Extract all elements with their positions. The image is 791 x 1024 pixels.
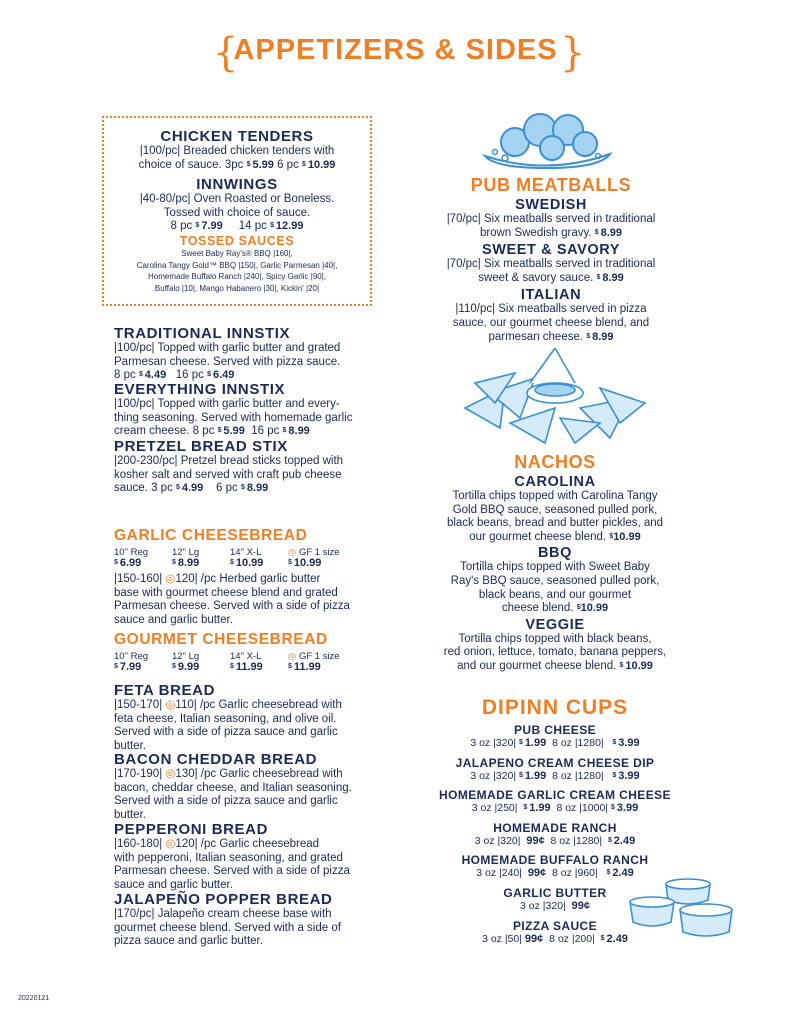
size-col: 10" Reg $ 7.99 (114, 651, 149, 673)
pub-meatballs-section (400, 175, 702, 344)
item-desc: black beans, and our gourmet (478, 588, 632, 601)
item-desc: butter. (114, 808, 146, 821)
size-col: 12" Lg $ 9.99 (172, 651, 200, 673)
gluten-free-icon: ◎ (165, 768, 176, 780)
item-name: HOMEMADE BUFFALO RANCH (461, 853, 649, 868)
item-name: GARLIC BUTTER (503, 885, 607, 900)
pepperoni-bread (114, 821, 376, 892)
item-name: SWEDISH (515, 197, 587, 213)
item-desc: Parmesan cheese. Served with a side of pizza (114, 600, 350, 613)
item-desc: |70/pc| Six meatballs served in traditional (446, 213, 656, 225)
feta-bread (114, 682, 376, 753)
item-desc: black beans, bread and butter pickles, and (446, 517, 664, 530)
dip-cups-illustration (628, 876, 738, 942)
item-desc: kosher salt and served with craft pub cheese (114, 468, 342, 481)
item-sizes: 3 oz |320| $ 1.99 8 oz |1280| $ 3.99 (470, 769, 640, 782)
item-name: PRETZEL BREAD STIX (114, 438, 288, 455)
item-desc: |70/pc| Six meatballs served in traditional (446, 258, 656, 271)
chicken-tenders-section (102, 128, 372, 172)
section-heading: TOSSED SAUCES (179, 234, 295, 248)
gluten-free-icon: ◎ (165, 573, 176, 585)
item-desc: |160-180| ◎120| /pc Garlic cheesebread (114, 838, 320, 850)
meatballs-illustration (480, 108, 615, 170)
item-price: 8 pc $ 7.99 14 pc $ 12.99 (170, 220, 304, 233)
item-desc: Tortilla chips topped with Carolina Tangy (452, 490, 658, 502)
dip-item (400, 788, 710, 816)
size-col: 10" Reg $ 6.99 (114, 547, 149, 569)
item-sizes: 3 oz |320| $ 1.99 8 oz |1280| $ 3.99 (470, 737, 640, 749)
size-col: ◎ GF 1 size $ 11.99 (288, 651, 340, 673)
item-desc: Tortilla chips topped with black beans, (458, 632, 652, 645)
jalapeno-popper-bread (114, 891, 376, 949)
size-col: 14" X-L $ 11.99 (230, 651, 263, 673)
item-desc: sauce and garlic butter. (114, 878, 233, 891)
item-name: SWEET & SAVORY (481, 242, 621, 259)
sauce-line: Buffalo |10|, Mango Habanero |30|, Kickin' |20| (154, 283, 320, 293)
item-desc: |100/pc| Breaded chicken tenders with (139, 145, 335, 157)
gluten-free-icon: ◎ (288, 547, 299, 558)
item-desc: butter. (114, 739, 146, 752)
item-sizes: 3 oz |320| 99¢ (520, 899, 590, 912)
page-title: APPETIZERS & SIDES (233, 34, 558, 66)
gluten-free-icon: ◎ (288, 651, 299, 662)
item-price: brown Swedish gravy. $ 8.99 (479, 226, 623, 239)
item-desc: Parmesan cheese. Served with a side of pizza (114, 865, 350, 878)
item-desc: bacon, cheddar cheese, and Italian seasoning. (114, 781, 352, 794)
dip-item (400, 723, 710, 751)
nachos-section (400, 452, 710, 674)
item-desc: Tossed with choice of sauce. (163, 206, 311, 219)
item-price: sweet & savory sauce. $ 8.99 (478, 271, 624, 284)
item-desc: sauce and garlic butter. (114, 613, 233, 626)
gluten-free-icon: ◎ (165, 699, 176, 711)
item-desc: Gold BBQ sauce, seasoned pulled pork, (452, 503, 658, 516)
dip-item (400, 756, 710, 784)
item-desc: feta cheese, Italian seasoning, and olive oil. (114, 712, 337, 725)
section-heading: DIPINN CUPS (481, 696, 629, 719)
item-name: PIZZA SAUCE (513, 918, 597, 933)
item-name: HOMEMADE RANCH (493, 820, 617, 835)
item-name: HOMEMADE GARLIC CREAM CHEESE (439, 788, 671, 803)
print-code: 20220121 (18, 995, 50, 1002)
item-desc: base with gourmet cheese blend and grated (114, 586, 338, 599)
item-name: CAROLINA (514, 474, 596, 490)
nachos-illustration (460, 348, 650, 446)
item-name: JALAPEÑO POPPER BREAD (114, 891, 333, 908)
sauce-line: Homemade Buffalo Ranch |240|, Spicy Garlic |90|, (147, 272, 327, 281)
item-price: and our gourmet cheese blend. $ 10.99 (457, 659, 653, 672)
section-heading: NACHOS (514, 452, 596, 472)
left-brace-ornament: { (213, 30, 239, 76)
item-desc: |150-170| ◎110| /pc Garlic cheesebread with (114, 699, 342, 711)
item-price: 8 pc $ 4.49 16 pc $ 6.49 (114, 369, 235, 382)
item-desc: |40-80/pc| Oven Roasted or Boneless. (139, 193, 335, 205)
item-name: PEPPERONI BREAD (114, 821, 269, 838)
size-col: 14" X-L $ 10.99 (230, 547, 264, 569)
item-name: FETA BREAD (114, 682, 215, 699)
item-price: parmesan cheese. $ 8.99 (488, 330, 614, 343)
section-heading: GARLIC CHEESEBREAD (114, 527, 308, 544)
gluten-free-icon: ◎ (165, 838, 176, 850)
item-name: JALAPENO CREAM CHEESE DIP (455, 755, 655, 770)
item-sizes: 3 oz |50| 99¢ 8 oz |200| $ 2.49 (482, 932, 628, 945)
item-desc: |170/pc| Jalapeño cream cheese base with (114, 908, 332, 920)
section-heading: GOURMET CHEESEBREAD (114, 631, 328, 648)
item-name: PUB CHEESE (513, 723, 597, 737)
everything-innstix (114, 381, 374, 439)
size-price-grid (114, 651, 376, 673)
item-name: VEGGIE (525, 616, 585, 633)
item-desc: |170-190| ◎130| /pc Garlic cheesebread with (114, 768, 343, 780)
item-price: cream cheese. 8 pc $ 5.99 16 pc $ 8.99 (114, 425, 310, 438)
item-desc: thing seasoning. Served with homemade garlic (114, 411, 353, 424)
item-desc: Served with a side of pizza sauce and garlic (114, 726, 338, 739)
item-desc: |100/pc| Topped with garlic butter and every- (114, 398, 340, 410)
size-price-grid (114, 547, 376, 569)
item-desc: red onion, lettuce, tomato, banana peppers, (443, 646, 667, 659)
item-name: TRADITIONAL INNSTIX (114, 325, 291, 342)
size-col: 12" Lg $ 8.99 (172, 547, 200, 569)
item-name: ITALIAN (520, 287, 582, 304)
section-heading: PUB MEATBALLS (470, 175, 632, 195)
item-desc: |200-230/pc| Pretzel bread sticks topped with (114, 455, 344, 467)
item-desc-price: choice of sauce. 3pc $ 5.99 6 pc $ 10.99 (138, 158, 336, 171)
item-name: INNWINGS (196, 176, 278, 193)
pretzel-bread-stix (114, 438, 374, 496)
tossed-sauces-section (102, 234, 372, 294)
item-name: EVERYTHING INNSTIX (114, 381, 286, 398)
item-desc: |100/pc| Topped with garlic butter and grated (114, 342, 341, 354)
item-desc: Parmesan cheese. Served with pizza sauce. (114, 355, 341, 368)
sauce-line: Sweet Baby Ray's® BBQ |160|, (181, 249, 293, 258)
item-name: BACON CHEDDAR BREAD (114, 751, 318, 768)
sauce-line: Carolina Tangy Gold™ BBQ |150|, Garlic Parmesan |40|, (136, 260, 338, 270)
item-sizes: 3 oz |250| $ 1.99 8 oz |1000| $ 3.99 (471, 802, 639, 815)
item-price: cheese blend. $10.99 (501, 602, 609, 615)
right-brace-ornament: } (560, 30, 586, 76)
item-price: our gourmet cheese blend. $10.99 (469, 530, 641, 543)
item-desc: Served with a side of pizza sauce and garlic (114, 795, 338, 808)
item-desc: with pepperoni, Italian seasoning, and grated (114, 851, 343, 864)
garlic-cheesebread (114, 527, 376, 627)
dip-item (400, 821, 710, 849)
item-desc: Tortilla chips topped with Sweet Baby (460, 561, 650, 574)
item-sizes: 3 oz |320| 99¢ 8 oz |1280| $ 2.49 (474, 834, 636, 847)
item-name: BBQ (537, 545, 573, 562)
innwings-section (102, 176, 372, 234)
item-name: CHICKEN TENDERS (160, 128, 314, 145)
item-desc: Ray's BBQ sauce, seasoned pulled pork, (450, 574, 660, 587)
item-price: sauce. 3 pc $ 4.99 6 pc $ 8.99 (114, 482, 269, 495)
item-desc: |110/pc| Six meatballs served in pizza (455, 303, 647, 316)
dipinn-cups-section (400, 696, 710, 720)
item-desc: gourmet cheese blend. Served with a side of (114, 921, 341, 934)
item-sizes: 3 oz |240| 99¢ 8 oz |960| $ 2.49 (476, 867, 634, 880)
traditional-innstix (114, 325, 374, 383)
item-desc: sauce, our gourmet cheese blend, and (452, 316, 650, 329)
item-desc: |150-160| ◎120| /pc Herbed garlic butter (114, 573, 321, 585)
bacon-cheddar-bread (114, 751, 376, 822)
size-col: ◎ GF 1 size $ 10.99 (288, 547, 340, 569)
item-desc: pizza sauce and garlic butter. (114, 935, 263, 948)
gourmet-cheesebread (114, 631, 376, 673)
